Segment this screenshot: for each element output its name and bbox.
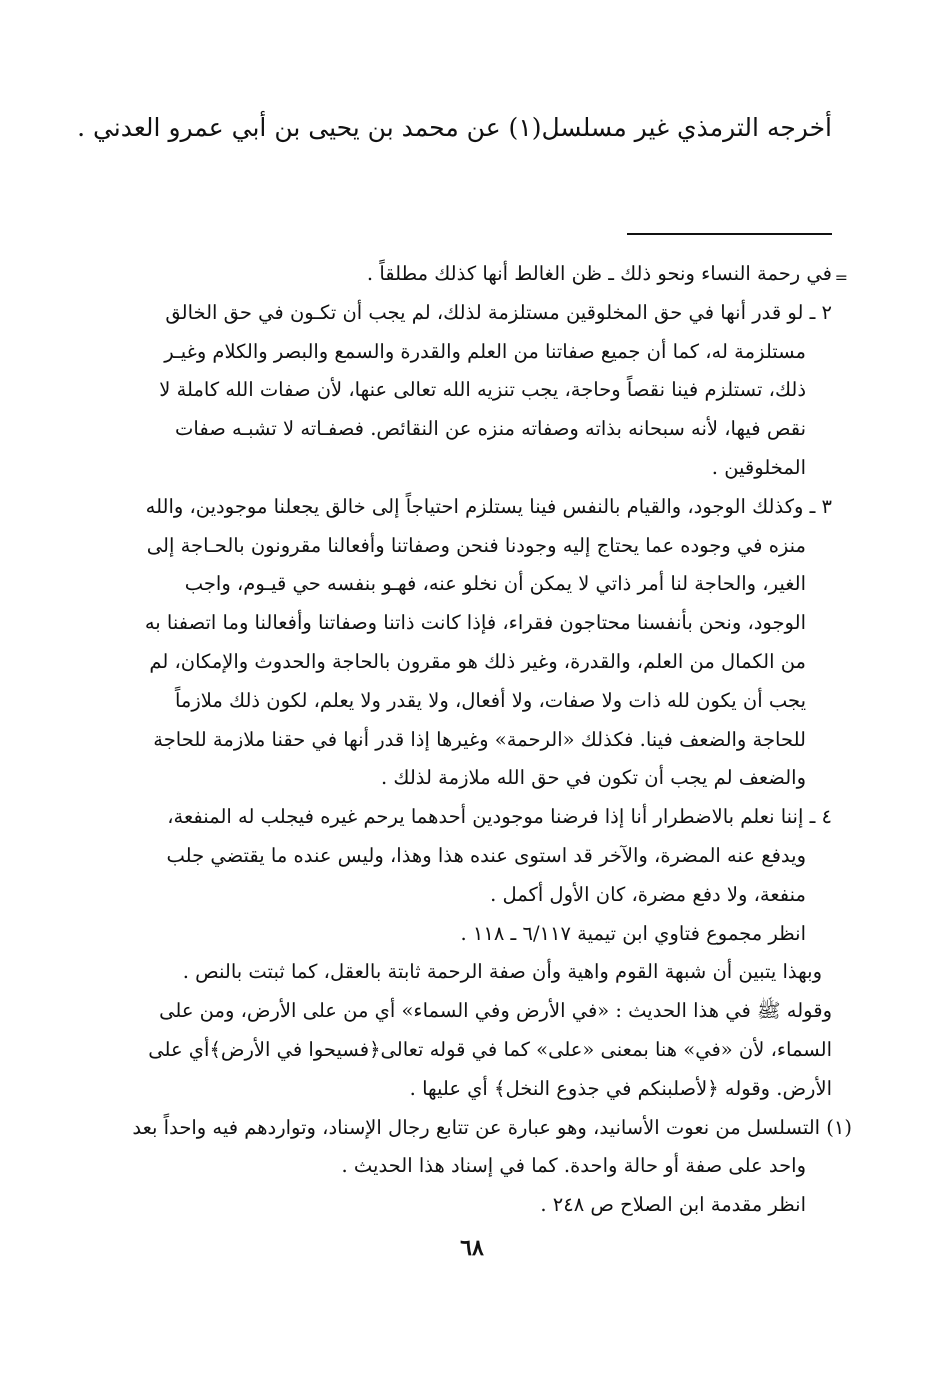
footnote-line: انظر مجموع فتاوي ابن تيمية ٦/١١٧ ـ ١١٨ . [460, 921, 806, 945]
continuation-marker: = [834, 268, 848, 287]
footnote-separator [627, 233, 832, 235]
footnote-line: المخلوقين . [711, 455, 806, 479]
footnote-line: الغير، والحاجة لنا أمر ذاتي لا يمكن أن نخلو عنه، فهـو بنفسه حي قيـوم، واجب [184, 572, 806, 596]
footnote-line: ٢ ـ لو قدر أنها في حق المخلوقين مستلزمة لذلك، لم يجب أن تكـون في حق الخالق [165, 300, 832, 324]
footnotes [112, 255, 852, 1225]
footnote-line: وقوله ﷺ في هذا الحديث : «في الأرض وفي السماء» أي من على الأرض، ومن على [159, 999, 832, 1023]
footnote-line: ذلك، تستلزم فينا نقصاً وحاجة، يجب تنزيه الله تعالى عنها، لأن صفات الله كاملة لا [159, 378, 806, 402]
footnote-line: ٣ ـ وكذلك الوجود، والقيام بالنفس فينا يستلزم احتياجاً إلى خالق يجعلنا موجودين، والله [145, 494, 832, 518]
footnote-line: يجب أن يكون لله ذات ولا صفات، ولا أفعال، ولا يقدر ولا يعلم، لكون ذلك ملازماً [174, 688, 806, 712]
footnote-line: واحد على صفة أو حالة واحدة. كما في إسناد هذا الحديث . [341, 1154, 806, 1178]
footnote-line: انظر مقدمة ابن الصلاح ص ٢٤٨ . [540, 1193, 806, 1217]
page-number: ٦٨ [460, 1235, 484, 1261]
footnote-line: وبهذا يتبين أن شبهة القوم واهية وأن صفة الرحمة ثابتة بالعقل، كما ثبتت بالنص . [182, 960, 822, 984]
footnote-line: نقص فيها، لأنه سبحانه بذاته وصفاته منزه عن النقائص. فصفـاته لا تشبـه صفات [175, 417, 806, 441]
footnote-line: مستلزمة له، كما أن جميع صفاتنا من العلم والقدرة والسمع والبصر والكلام وغيـر [164, 339, 806, 363]
footnote-line: السماء، لأن «في» هنا بمعنى «على» كما في قوله تعالى﴿فسيحوا في الأرض﴾أي على [148, 1037, 832, 1061]
footnote-line: (١) التسلسل من نعوت الأسانيد، وهو عبارة عن تتابع رجال الإسناد، وتواردهم فيه واحداً بعد [132, 1115, 852, 1139]
footnote-line: الوجود، ونحن بأنفسنا محتاجون فقراء، فإذا كانت ذاتنا وصفاتنا وأفعالنا وما اتصفنا به [144, 611, 806, 635]
footnote-line: الأرض. وقوله ﴿لأصلبنكم في جذوع النخل﴾ أي عليها . [409, 1076, 832, 1100]
footnote-line: والضعف لم يجب أن تكون في حق الله ملازمة لذلك . [381, 766, 806, 790]
footnote-line: منزه في وجوده عما يحتاج إليه وجودنا فنحن وصفاتنا وأفعالنا مقرونون بالحـاجة إلى [146, 533, 806, 557]
footnote-line: ويدفع عنه المضرة، والآخر قد استوى عنده هذا وهذا، وليس عنده ما يقتضي جلب [166, 843, 806, 867]
footnote-line: للحاجة والضعف فينا. فكذلك «الرحمة» وغيرها إذا قدر أنها في حقنا ملازمة للحاجة [153, 727, 806, 751]
footnote-line: منفعة، ولا دفع مضرة، كان الأول أكمل . [490, 882, 806, 906]
main-text: أخرجه الترمذي غير مسلسل(١) عن محمد بن يحيى بن أبي عمرو العدني . [77, 113, 832, 142]
footnote-line: ٤ ـ إننا نعلم بالاضطرار أنا إذا فرضنا موجودين أحدهما يرحم غيره فيجلب له المنفعة، [167, 805, 832, 829]
footnote-line: في رحمة النساء ونحو ذلك ـ ظن الغالط أنها كذلك مطلقاً . [366, 262, 832, 285]
footnote-line: من الكمال من العلم، والقدرة، وغير ذلك هو مقرون بالحاجة والحدوث والإمكان، لم [149, 649, 806, 673]
